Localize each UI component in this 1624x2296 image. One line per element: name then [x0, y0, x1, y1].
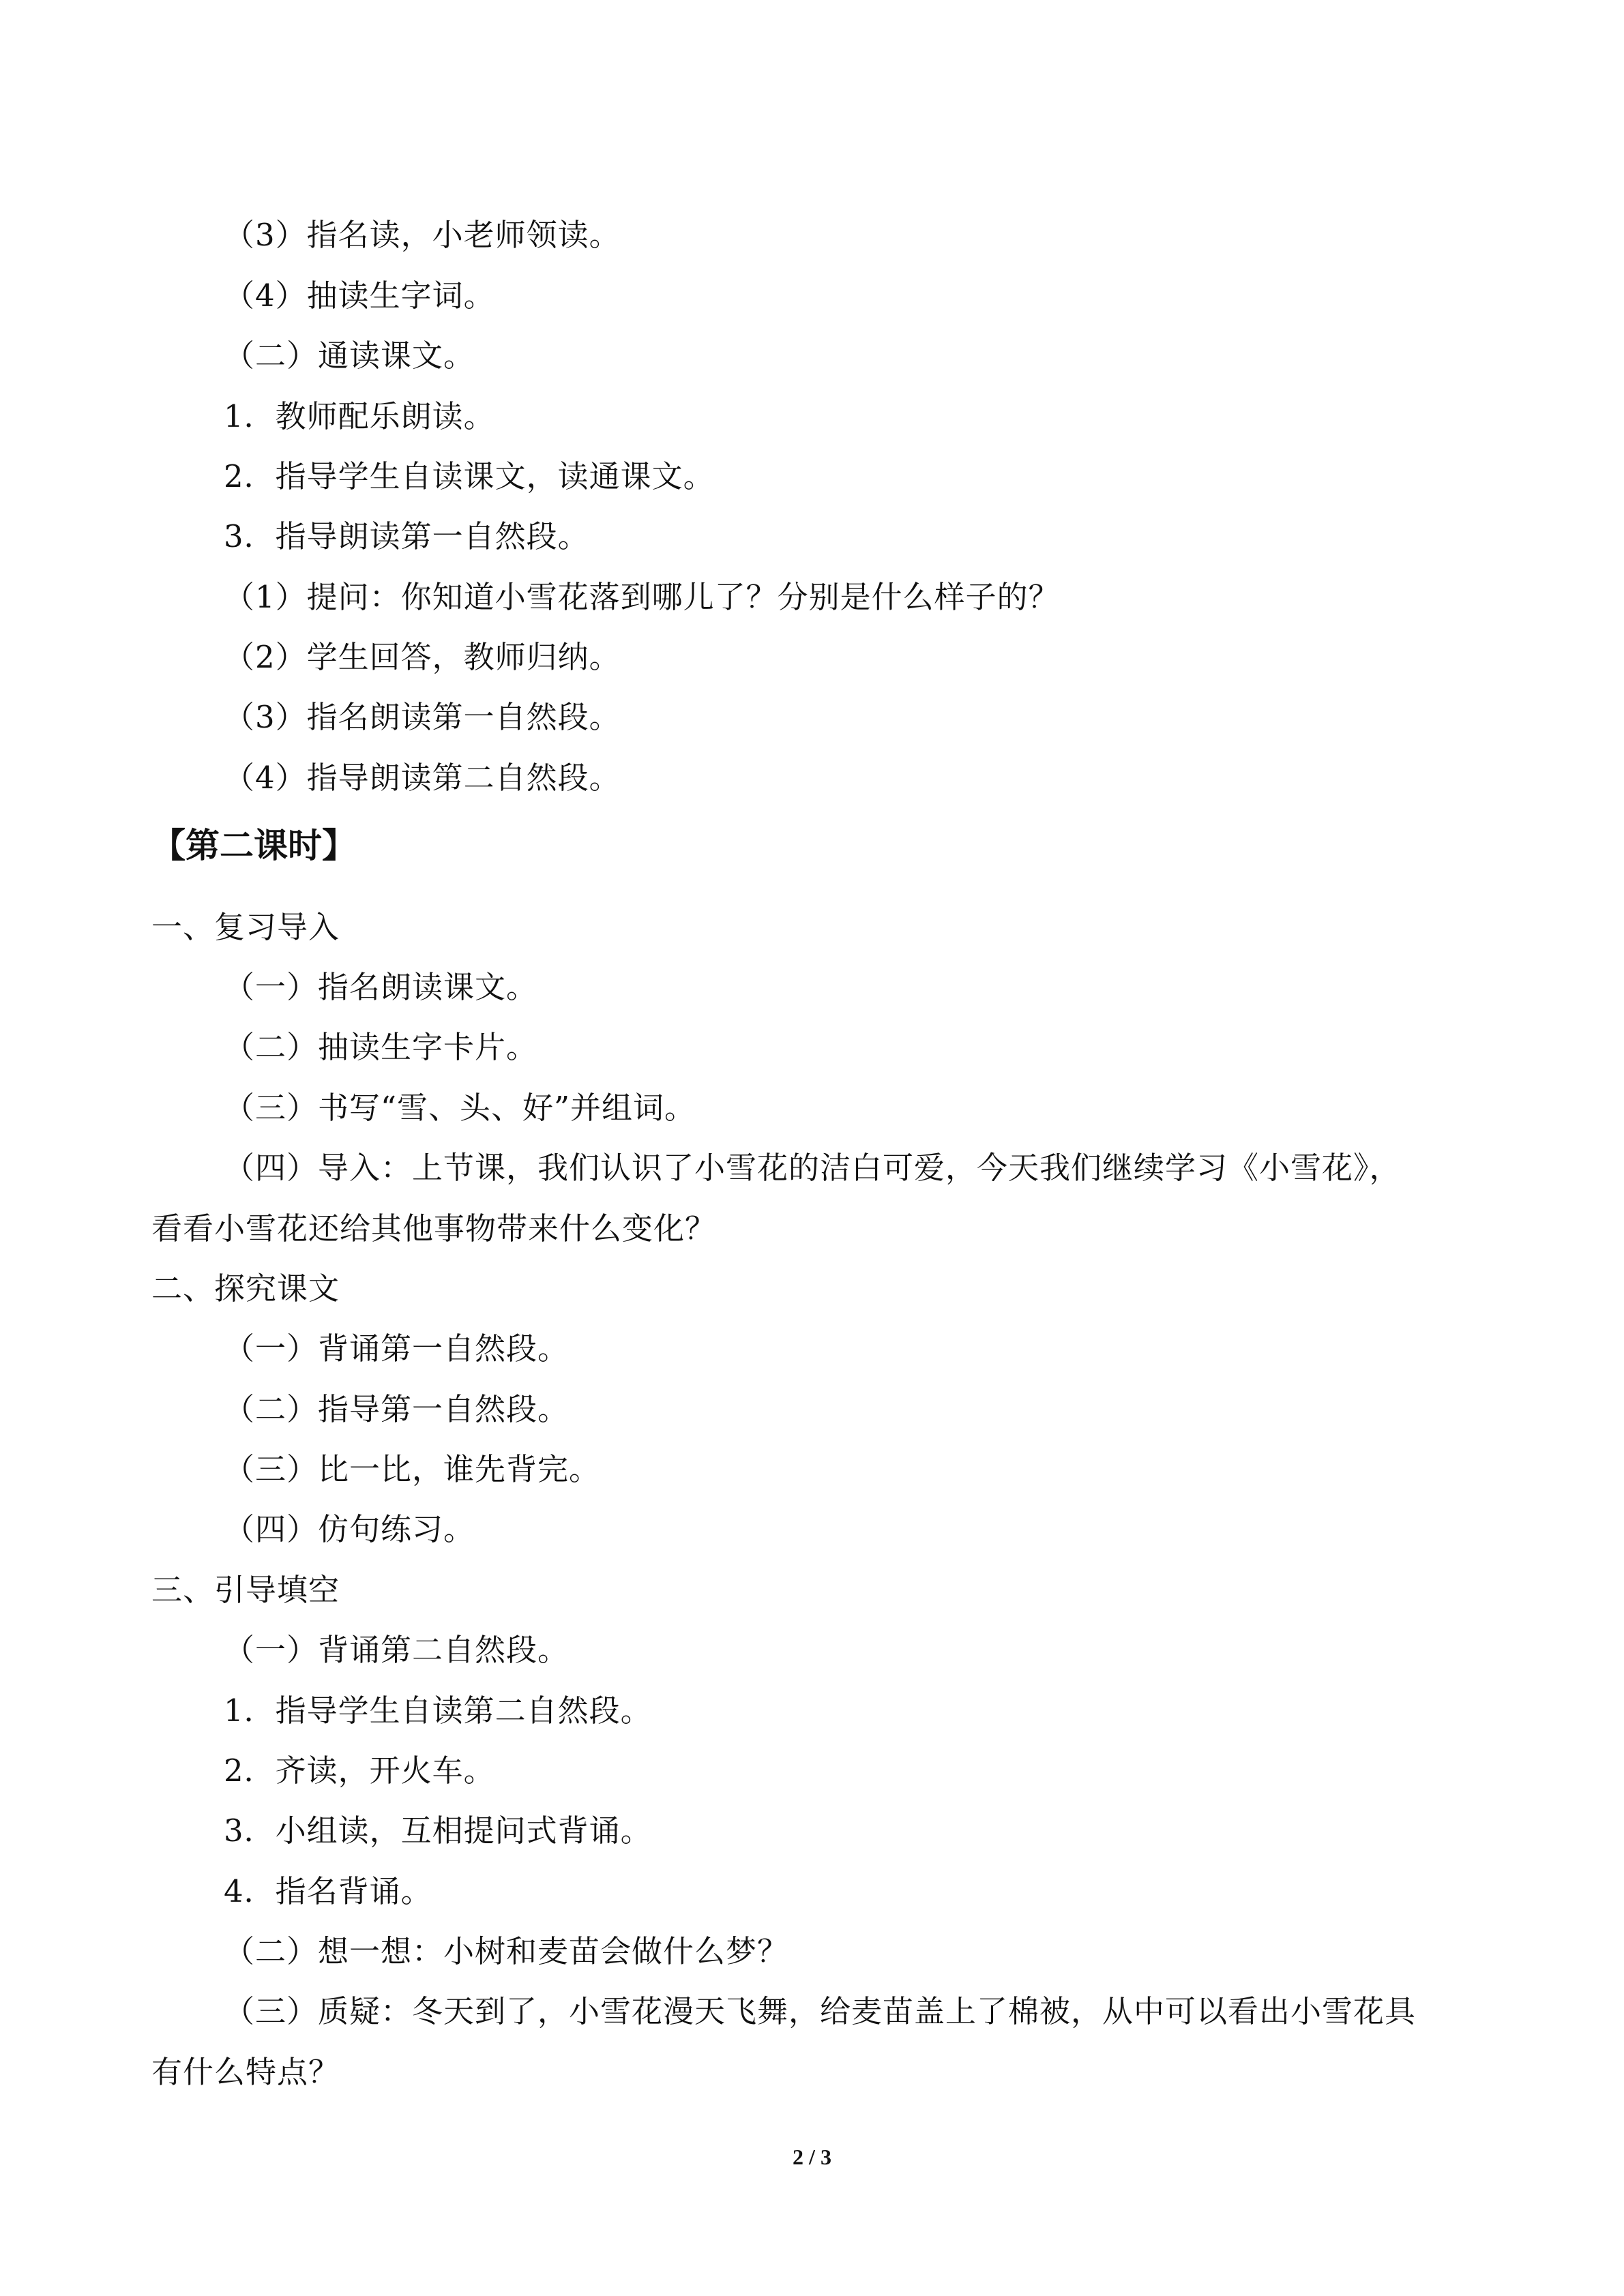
text-line: （1）提问：你知道小雪花落到哪儿了？分别是什么样子的？ [224, 579, 1060, 615]
part-title: 一、复习导入 [151, 909, 340, 945]
text-line: （3）指名读，小老师领读。 [224, 217, 621, 253]
list-item: （二）指导第一自然段。 [224, 1391, 570, 1427]
text-line: （二）通读课文。 [224, 338, 475, 374]
list-item: （二）抽读生字卡片。 [224, 1029, 538, 1065]
text-line: （4）抽读生字词。 [224, 278, 495, 314]
list-item: 4．指名背诵。 [224, 1873, 432, 1909]
text-line: 1．教师配乐朗读。 [224, 398, 495, 434]
text-line: （3）指名朗读第一自然段。 [224, 699, 621, 735]
list-item: （三）书写“雪、头、好”并组词。 [224, 1090, 696, 1126]
list-item: 2．齐读，开火车。 [224, 1753, 495, 1789]
list-item: （一）指名朗读课文。 [224, 969, 538, 1005]
section-heading: 【第二课时】 [151, 826, 356, 865]
list-item-continuation: 看看小雪花还给其他事物带来什么变化？ [151, 1210, 717, 1247]
list-item: （一）背诵第二自然段。 [224, 1632, 570, 1668]
part-title: 三、引导填空 [151, 1572, 340, 1608]
list-item: （二）想一想：小树和麦苗会做什么梦？ [224, 1933, 789, 1969]
page-number: 2 / 3 [793, 2145, 831, 2169]
list-item: （四）导入：上节课，我们认识了小雪花的洁白可爱，今天我们继续学习《小雪花》， [224, 1150, 1401, 1186]
part-title: 二、探究课文 [151, 1270, 340, 1307]
list-item-continuation: 有什么特点？ [151, 2054, 340, 2090]
list-item: （一）背诵第一自然段。 [224, 1330, 570, 1367]
list-item: 3．小组读，互相提问式背诵。 [224, 1813, 652, 1849]
list-item: （四）仿句练习。 [224, 1511, 475, 1547]
list-item: （三）质疑：冬天到了，小雪花漫天飞舞，给麦苗盖上了棉被，从中可以看出小雪花具 [224, 1993, 1417, 2029]
list-item: 1．指导学生自读第二自然段。 [224, 1693, 652, 1729]
list-item: （三）比一比，谁先背完。 [224, 1451, 601, 1487]
text-line: 3．指导朗读第一自然段。 [224, 518, 589, 554]
text-line: （2）学生回答，教师归纳。 [224, 639, 621, 675]
text-line: （4）指导朗读第二自然段。 [224, 760, 621, 796]
text-line: 2．指导学生自读课文，读通课文。 [224, 458, 715, 494]
